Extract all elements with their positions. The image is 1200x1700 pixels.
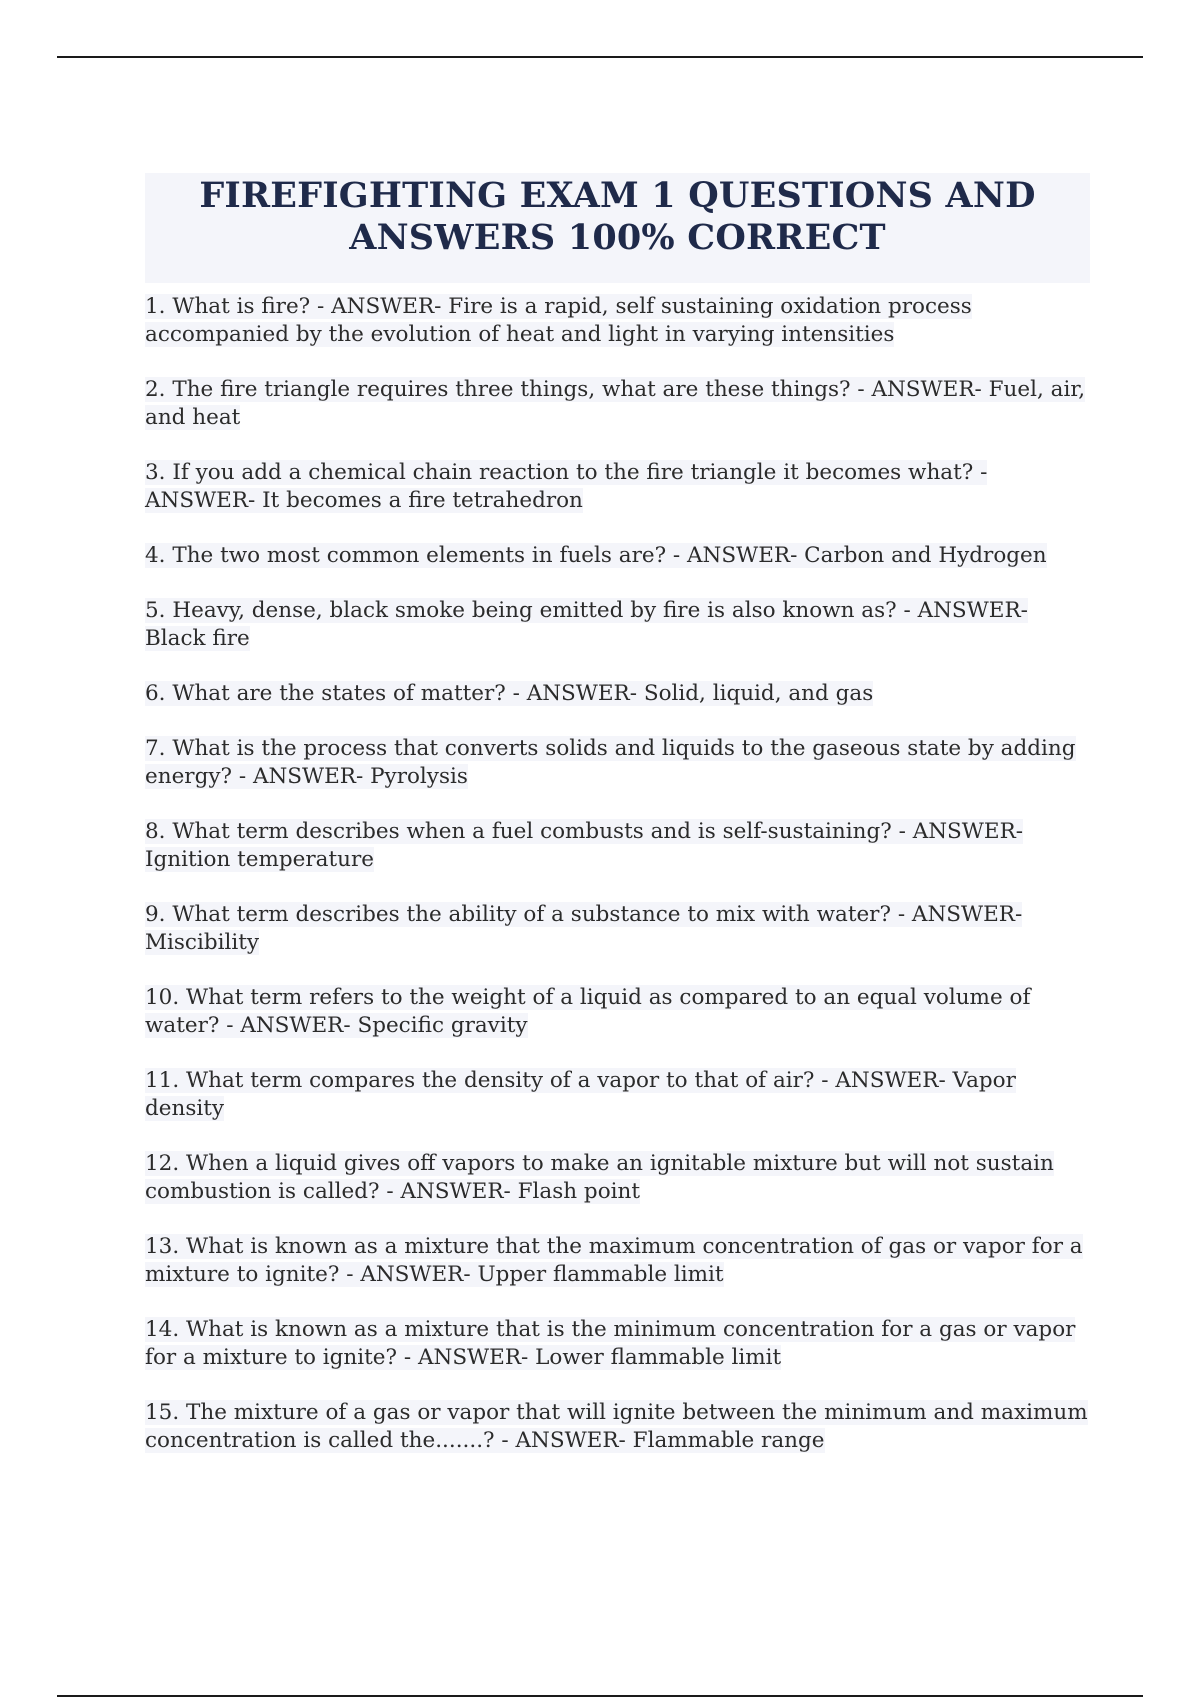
qa-text: 4. The two most common elements in fuels are? - ANSWER- Carbon and Hydrogen: [145, 543, 1047, 568]
qa-item-1: [145, 293, 1090, 349]
qa-item-4: [145, 542, 1090, 570]
qa-list: [145, 293, 1090, 1455]
qa-text: 5. Heavy, dense, black smoke being emitted by fire is also known as? - ANSWER- Black fire: [145, 598, 1028, 651]
document-title: [145, 173, 1090, 283]
qa-text: 1. What is fire? - ANSWER- Fire is a rapid, self sustaining oxidation process accompanied by the evolution of heat and light in varying intensities: [145, 294, 972, 347]
qa-item-12: [145, 1150, 1090, 1206]
qa-item-3: [145, 459, 1090, 515]
qa-text: 8. What term describes when a fuel combusts and is self-sustaining? - ANSWER- Ignition temperature: [145, 819, 1024, 872]
qa-text: 6. What are the states of matter? - ANSWER- Solid, liquid, and gas: [145, 681, 874, 706]
qa-text: 3. If you add a chemical chain reaction to the fire triangle it becomes what? - ANSWER- It becomes a fire tetrahedron: [145, 460, 988, 513]
qa-text: 15. The mixture of a gas or vapor that will ignite between the minimum and maximum concentration is called the.......? - ANSWER- Flammable range: [145, 1400, 1088, 1453]
qa-item-9: [145, 901, 1090, 957]
qa-item-10: [145, 984, 1090, 1040]
document-body: [145, 173, 1090, 1482]
bottom-rule: [57, 1695, 1143, 1697]
qa-item-8: [145, 818, 1090, 874]
qa-item-15: [145, 1399, 1090, 1455]
qa-text: 2. The fire triangle requires three things, what are these things? - ANSWER- Fuel, air, and heat: [145, 377, 1086, 430]
qa-text: 9. What term describes the ability of a substance to mix with water? - ANSWER- Miscibility: [145, 902, 1023, 955]
title-line-2: ANSWERS 100% CORRECT: [349, 217, 886, 258]
qa-text: 14. What is known as a mixture that is the minimum concentration for a gas or vapor for a mixture to ignite? - ANSWER- Lower flammable limit: [145, 1317, 1076, 1370]
qa-text: 7. What is the process that converts solids and liquids to the gaseous state by adding energy? - ANSWER- Pyrolysis: [145, 736, 1076, 789]
title-line-1: FIREFIGHTING EXAM 1 QUESTIONS AND: [199, 175, 1036, 216]
qa-text: 10. What term refers to the weight of a liquid as compared to an equal volume of water? - ANSWER- Specific gravity: [145, 985, 1031, 1038]
qa-item-11: [145, 1067, 1090, 1123]
qa-item-6: [145, 680, 1090, 708]
qa-item-14: [145, 1316, 1090, 1372]
qa-item-13: [145, 1233, 1090, 1289]
qa-text: 12. When a liquid gives off vapors to make an ignitable mixture but will not sustain combustion is called? - ANSWER- Flash point: [145, 1151, 1054, 1204]
top-rule: [57, 56, 1143, 58]
qa-item-2: [145, 376, 1090, 432]
qa-text: 11. What term compares the density of a vapor to that of air? - ANSWER- Vapor density: [145, 1068, 1016, 1121]
qa-item-7: [145, 735, 1090, 791]
qa-item-5: [145, 597, 1090, 653]
qa-text: 13. What is known as a mixture that the maximum concentration of gas or vapor for a mixture to ignite? - ANSWER- Upper flammable limit: [145, 1234, 1083, 1287]
